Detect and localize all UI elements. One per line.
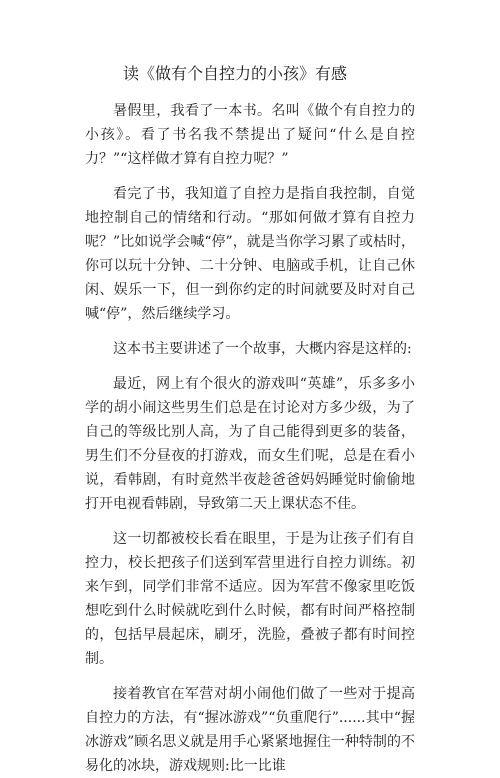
paragraph-2: 看完了书，我知道了自控力是指自我控制，自觉地控制自己的情绪和行动。“那如何做才算有自控力呢？”比如说学会喊“停”，就是当你学习累了或枯时，你可以玩十分钟、二十分钟、电脑或手机，让自己休闲、娱乐一下，但一到你约定的时间就要及时对自己喊“停”，然后继续学习。	[85, 186, 415, 322]
paragraph-3: 这本书主要讲述了一个故事，大概内容是这样的:	[113, 341, 412, 357]
paragraph-4: 最近，网上有个很火的游戏叫“英雄”，乐多多小学的胡小闹这些男生们总是在讨论对方多少级，为了自己的等级比别人高，为了自己能得到更多的装备，男生们不分昼夜的打游戏，而女生们呢，总是在看小说，看韩剧，有时竟然半夜趁爸爸妈妈睡觉时偷偷地打开电视看韩剧，导致第二天上课状态不佳。	[85, 376, 415, 512]
paragraph-5: 这一切都被校长看在眼里，于是为让孩子们有自控力，校长把孩子们送到军营里进行自控力训练。初来乍到，同学们非常不适应。因为军营不像家里吃饭想吃到什么时候就吃到什么时候，都有时间严格控制的，包括早晨起床，刷牙，洗脸，叠被子都有时间控制。	[85, 531, 415, 667]
document-title: 读《做有个自控力的小孩》有感	[123, 64, 348, 83]
paragraph-1: 暑假里，我看了一本书。名叫《做个有自控力的小孩》。看了书名我不禁提出了疑问“什么是自控力？”“这样做才算有自控力呢？”	[85, 103, 415, 167]
paragraph-6: 接着教官在军营对胡小闹他们做了一些对于提高自控力的方法，有“握冰游戏”“负重爬行”......其中“握冰游戏”顾名思义就是用手心紧紧地握住一种特制的不易化的冰块，游戏规则:比一比谁	[85, 686, 415, 774]
